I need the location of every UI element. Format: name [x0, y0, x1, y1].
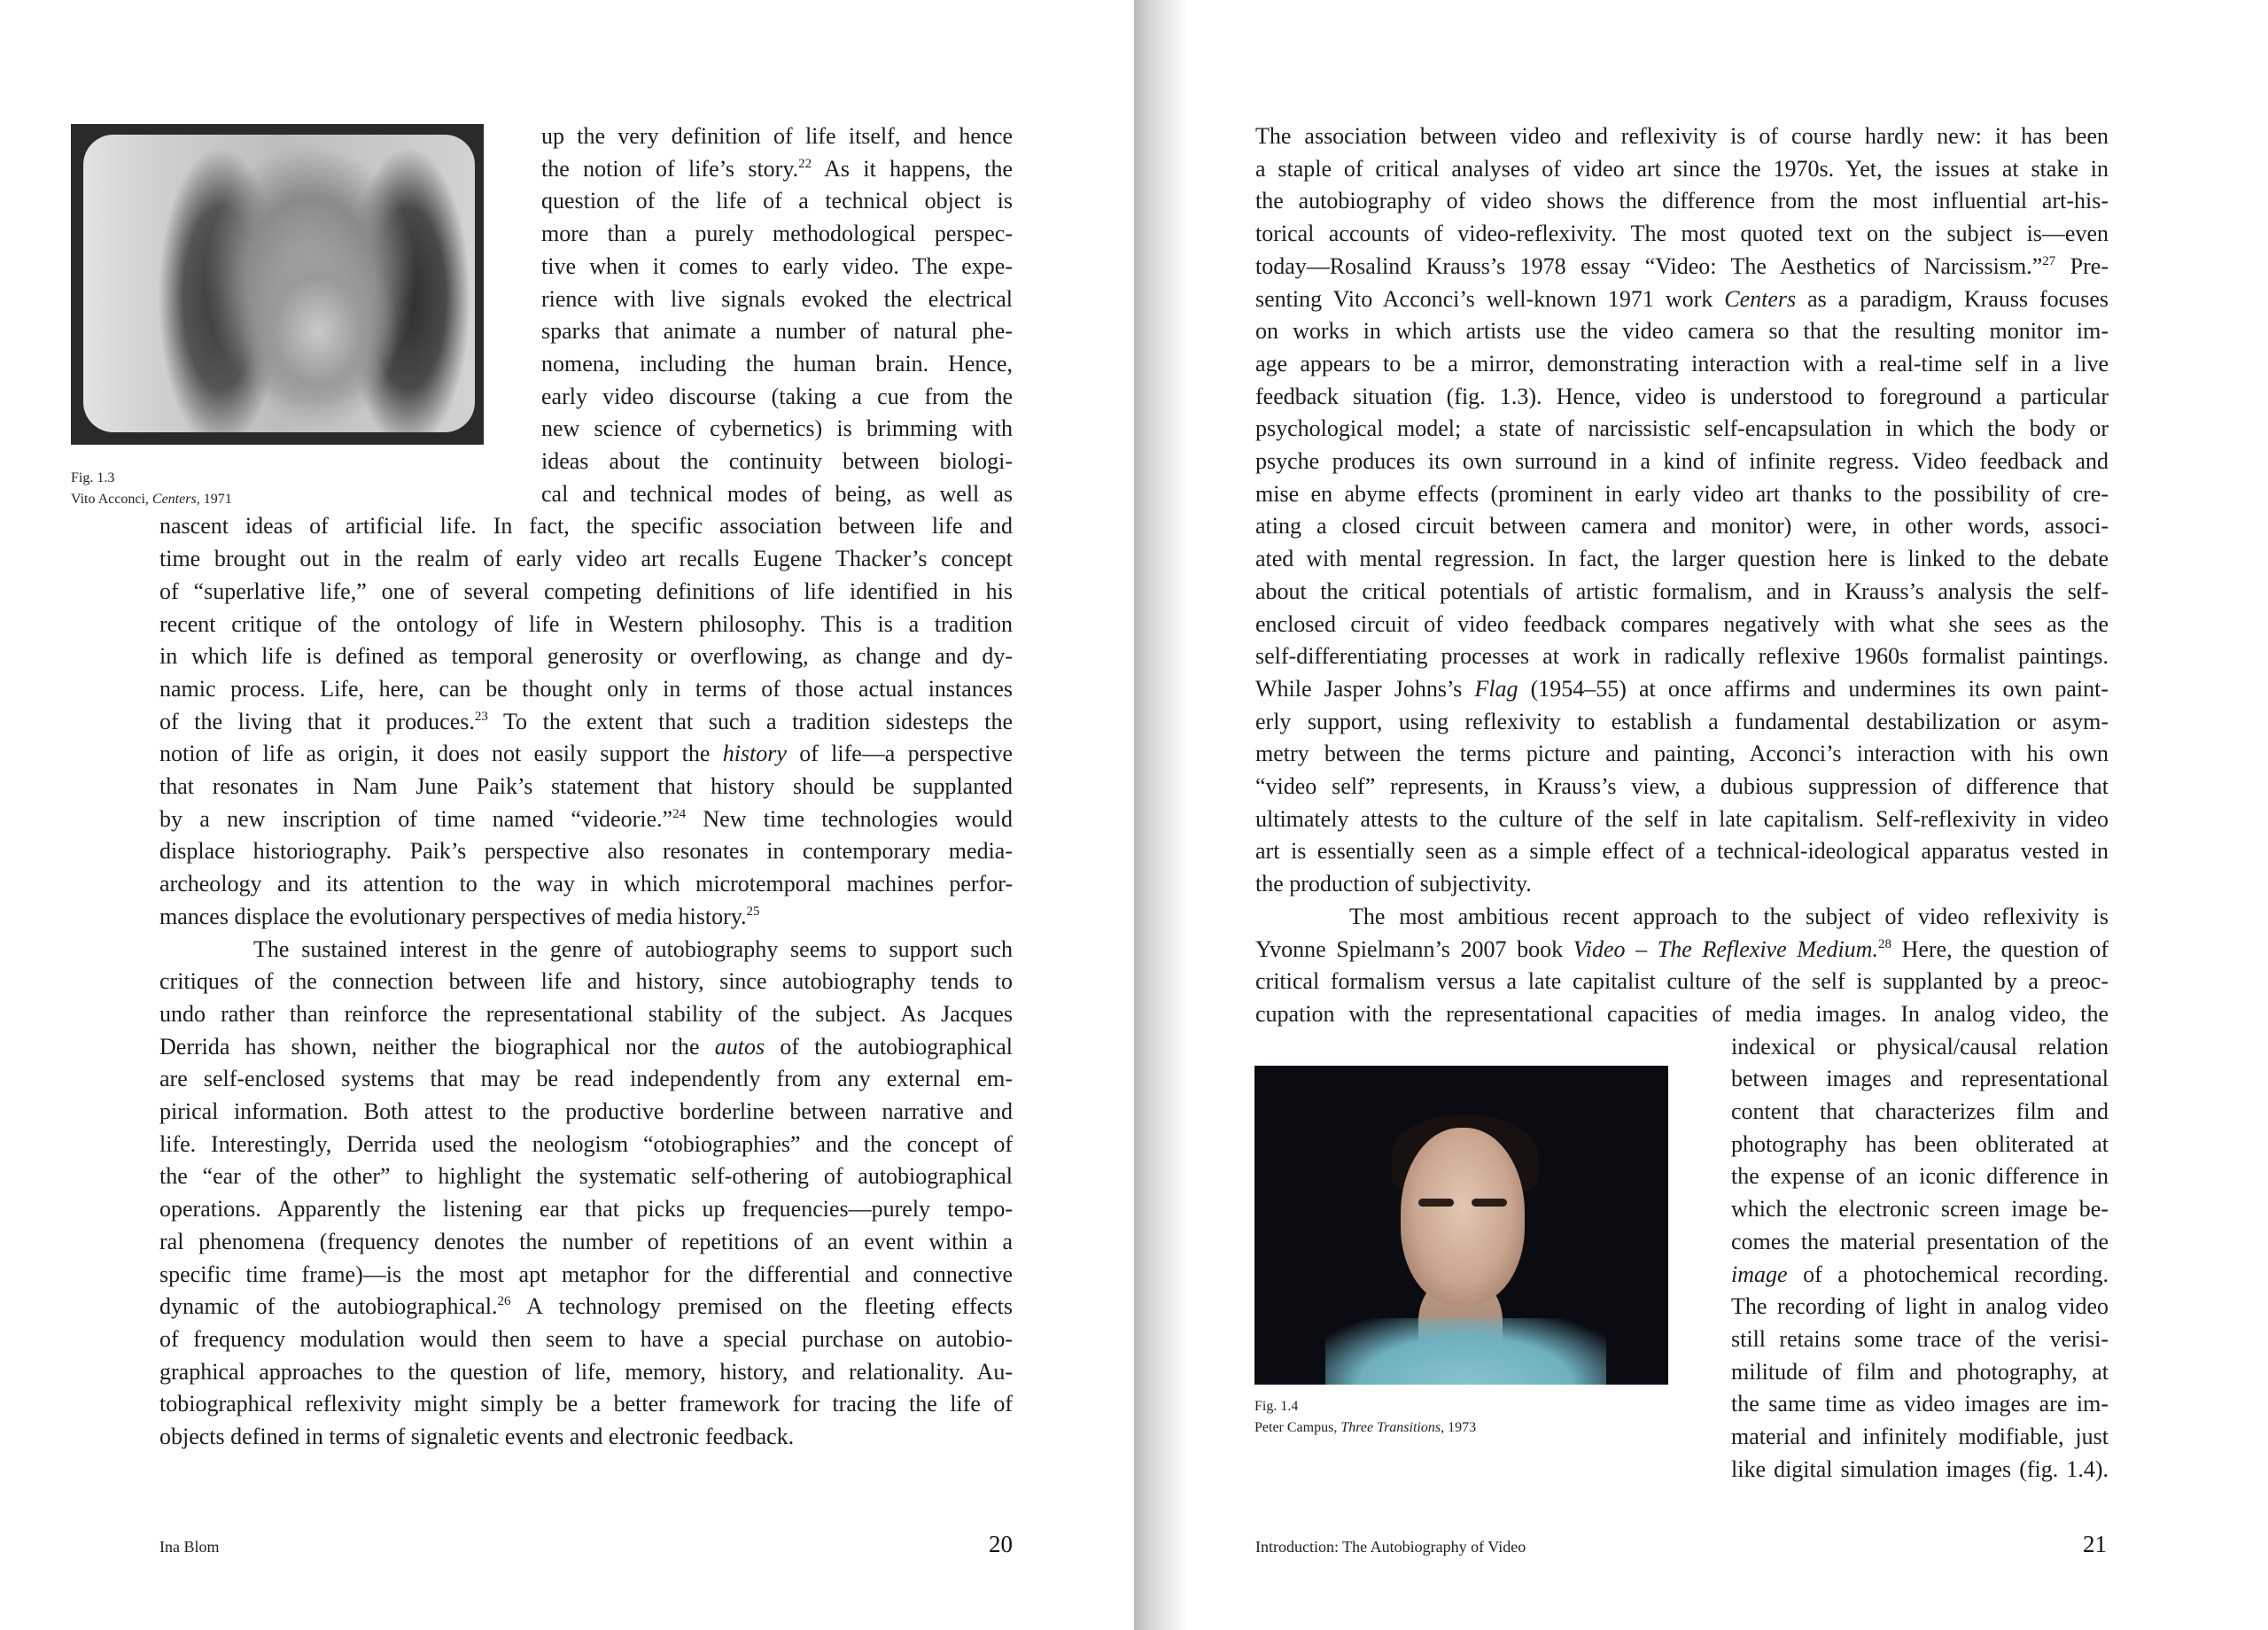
text-line: critiques of the connection between life and history, since autobiography tends to — [159, 968, 1013, 995]
text-line: are self-enclosed systems that may be read independently from any external em- — [159, 1066, 1013, 1092]
figure-1-4-caption — [1254, 1396, 1476, 1439]
text-line: of frequency modulation would then seem to have a special purchase on autobio- — [159, 1325, 1013, 1352]
text-line: While Jasper Johns’s Flag (1954–55) at once affirms and undermines its own paint- — [1255, 675, 2109, 702]
figure-credit: Peter Campus, Three Transitions, 1973 — [1254, 1420, 1477, 1435]
figure-1-4-image — [1254, 1066, 1668, 1385]
text-line: The sustained interest in the genre of autobiography seems to support such — [253, 935, 1013, 962]
text-line: between images and representational — [1731, 1066, 2109, 1092]
text-line: early video discourse (taking a cue from the — [541, 383, 1013, 409]
text-line: notion of life as origin, it does not easily support the history of life—a perspective — [159, 741, 1013, 767]
text-line: in which life is defined as temporal generosity or overflowing, as change and dy- — [159, 643, 1013, 670]
text-line: photography has been obliterated at — [1731, 1130, 2109, 1157]
text-line: which the electronic screen image be- — [1731, 1196, 2109, 1222]
text-line: Yvonne Spielmann’s 2007 book Video – The Reflexive Medium.$^{28}$ Here, the question of — [1255, 935, 2109, 962]
text-line: “video self” represents, in Krauss’s view, a dubious suppression of difference that — [1255, 773, 2109, 799]
text-line: operations. Apparently the listening ear that picks up frequencies—purely tempo- — [159, 1196, 1013, 1222]
text-line: objects defined in terms of signaletic events and electronic feedback. — [159, 1424, 795, 1449]
text-line: torical accounts of video-reflexivity. The most quoted text on the subject is—even — [1255, 221, 2109, 247]
text-line: enclosed circuit of video feedback compares negatively with what she sees as the — [1255, 610, 2109, 637]
text-line: pirical information. Both attest to the productive borderline between narrative and — [159, 1098, 1013, 1124]
photo-shirt — [1325, 1318, 1606, 1385]
text-line: by a new inscription of time named “videorie.”$^{24}$ New time technologies would — [159, 805, 1013, 832]
text-line: comes the material presentation of the — [1731, 1228, 2109, 1254]
text-line: still retains some trace of the verisi- — [1731, 1325, 2109, 1352]
text-line: question of the life of a technical object is — [541, 188, 1013, 214]
text-line: militude of film and photography, at — [1731, 1358, 2109, 1385]
text-line: ating a closed circuit between camera and monitor) were, in other words, associ- — [1255, 513, 2109, 539]
text-line: nomena, including the human brain. Hence, — [541, 350, 1013, 376]
text-line: The recording of light in analog video — [1731, 1293, 2109, 1320]
text-line: mise en abyme effects (prominent in early video art thanks to the possibility of cre- — [1255, 480, 2109, 507]
text-line: the autobiography of video shows the difference from the most influential art-his- — [1255, 188, 2109, 214]
tv-screen-photo — [83, 135, 475, 432]
text-line: the “ear of the other” to highlight the systematic self-othering of autobiographical — [159, 1163, 1013, 1190]
text-line: ated with mental regression. In fact, the larger question here is linked to the debate — [1255, 546, 2109, 572]
text-line: senting Vito Acconci’s well-known 1971 work Centers as a paradigm, Krauss focuses — [1255, 285, 2109, 312]
text-line: the notion of life’s story.$^{22}$ As it happens, the — [541, 155, 1014, 182]
book-gutter-shadow — [1134, 0, 1189, 1630]
page-number: 20 — [989, 1531, 1013, 1557]
text-line: image of a photochemical recording. — [1731, 1261, 2109, 1287]
text-line: undo rather than reinforce the representational stability of the subject. As Jacques — [159, 1000, 1013, 1027]
text-line: the expense of an iconic difference in — [1731, 1163, 2109, 1190]
text-line: ral phenomena (frequency denotes the number of repetitions of an event within a — [159, 1228, 1013, 1254]
text-line: mances displace the evolutionary perspectives of media history.$^{25}$ — [159, 903, 760, 929]
text-line: namic process. Life, here, can be thought only in terms of those actual instances — [159, 675, 1013, 702]
text-line: psyche produces its own surround in a kind of infinite regress. Video feedback and — [1255, 448, 2109, 474]
text-line: that resonates in Nam June Paik’s statement that history should be supplanted — [159, 773, 1013, 799]
figure-label: Fig. 1.4 — [1254, 1399, 1299, 1414]
text-line: recent critique of the ontology of life in Western philosophy. This is a tradition — [159, 610, 1013, 637]
text-line: rience with live signals evoked the electrical — [541, 285, 1013, 312]
text-line: of the living that it produces.$^{23}$ To the extent that such a tradition sidesteps the — [159, 708, 1014, 734]
text-line: the production of subjectivity. — [1255, 871, 1532, 897]
text-line: indexical or physical/causal relation — [1731, 1033, 2109, 1060]
text-line: the same time as video images are im- — [1731, 1391, 2109, 1417]
text-line: like digital simulation images (fig. 1.4). — [1731, 1455, 2109, 1482]
text-line: nascent ideas of artificial life. In fact, the specific association between life and — [159, 513, 1013, 539]
figure-label: Fig. 1.3 — [71, 470, 115, 485]
photo-brow — [1472, 1199, 1507, 1207]
running-head: Ina Blom — [159, 1538, 220, 1556]
text-line: content that characterizes film and — [1731, 1098, 2109, 1124]
text-line: cupation with the representational capacities of media images. In analog video, the — [1255, 1000, 2109, 1027]
text-line: of “superlative life,” one of several competing definitions of life identified in his — [159, 578, 1013, 604]
text-line: more than a purely methodological perspec- — [541, 221, 1013, 247]
text-line: time brought out in the realm of early video art recalls Eugene Thacker’s concept — [159, 546, 1013, 572]
text-line: cal and technical modes of being, as well as — [541, 480, 1013, 507]
text-line: displace historiography. Paik’s perspective also resonates in contemporary media- — [159, 838, 1013, 865]
text-line: age appears to be a mirror, demonstrating interaction with a real-time self in a live — [1255, 350, 2109, 376]
text-line: Derrida has shown, neither the biographical nor the autos of the autobiographical — [159, 1033, 1013, 1060]
text-line: The association between video and reflexivity is of course hardly new: it has been — [1255, 123, 2109, 149]
text-line: sparks that animate a number of natural phe- — [541, 318, 1013, 345]
text-line: archeology and its attention to the way in which microtemporal machines perfor- — [159, 871, 1013, 897]
text-line: tobiographical reflexivity might simply be a better framework for tracing the life of — [159, 1391, 1013, 1417]
right-page — [1134, 0, 2268, 1630]
text-line: dynamic of the autobiographical.$^{26}$ A technology premised on the fleeting effects — [159, 1293, 1013, 1320]
text-line: on works in which artists use the video camera so that the resulting monitor im- — [1255, 318, 2109, 345]
figure-1-3-image — [71, 124, 484, 445]
running-head: Introduction: The Autobiography of Video — [1255, 1538, 1526, 1556]
text-line: self-differentiating processes at work in radically reflexive 1960s formalist paintings. — [1255, 643, 2109, 670]
text-line: psychological model; a state of narcissistic self-encapsulation in which the body or — [1255, 415, 2109, 442]
page-number: 21 — [2083, 1531, 2107, 1557]
text-line: critical formalism versus a late capitalist culture of the self is supplanted by a preoc- — [1255, 968, 2109, 995]
photo-brow — [1418, 1199, 1454, 1207]
text-line: up the very definition of life itself, and hence — [541, 123, 1013, 149]
text-line: The most ambitious recent approach to the subject of video reflexivity is — [1349, 903, 2109, 929]
photo-face — [1401, 1128, 1525, 1305]
figure-credit: Vito Acconci, Centers, 1971 — [71, 492, 232, 507]
text-line: ideas about the continuity between biologi- — [541, 448, 1013, 474]
figure-1-3-caption — [71, 468, 232, 510]
text-line: today—Rosalind Krauss’s 1978 essay “Video: The Aesthetics of Narcissism.”$^{27}$ Pre- — [1255, 252, 2109, 279]
text-line: feedback situation (fig. 1.3). Hence, video is understood to foreground a particular — [1255, 383, 2109, 409]
text-line: specific time frame)—is the most apt metaphor for the differential and connective — [159, 1261, 1013, 1287]
text-line: metry between the terms picture and painting, Acconci’s interaction with his own — [1255, 741, 2109, 767]
text-line: tive when it comes to early video. The expe- — [541, 252, 1013, 279]
text-line: material and infinitely modifiable, just — [1731, 1424, 2109, 1449]
text-line: about the critical potentials of artistic formalism, and in Krauss’s analysis the self- — [1255, 578, 2109, 604]
text-line: new science of cybernetics) is brimming with — [541, 415, 1013, 442]
text-line: life. Interestingly, Derrida used the neologism “otobiographies” and the concept of — [159, 1130, 1013, 1157]
text-line: ultimately attests to the culture of the self in late capitalism. Self-reflexivity in video — [1255, 805, 2109, 832]
text-line: a staple of critical analyses of video art since the 1970s. Yet, the issues at stake in — [1255, 155, 2109, 182]
text-line: erly support, using reflexivity to establish a fundamental destabilization or asym- — [1255, 708, 2109, 734]
text-line: art is essentially seen as a simple effect of a technical-ideological apparatus vested in — [1255, 838, 2109, 865]
text-line: graphical approaches to the question of life, memory, history, and relationality. Au- — [159, 1358, 1013, 1385]
